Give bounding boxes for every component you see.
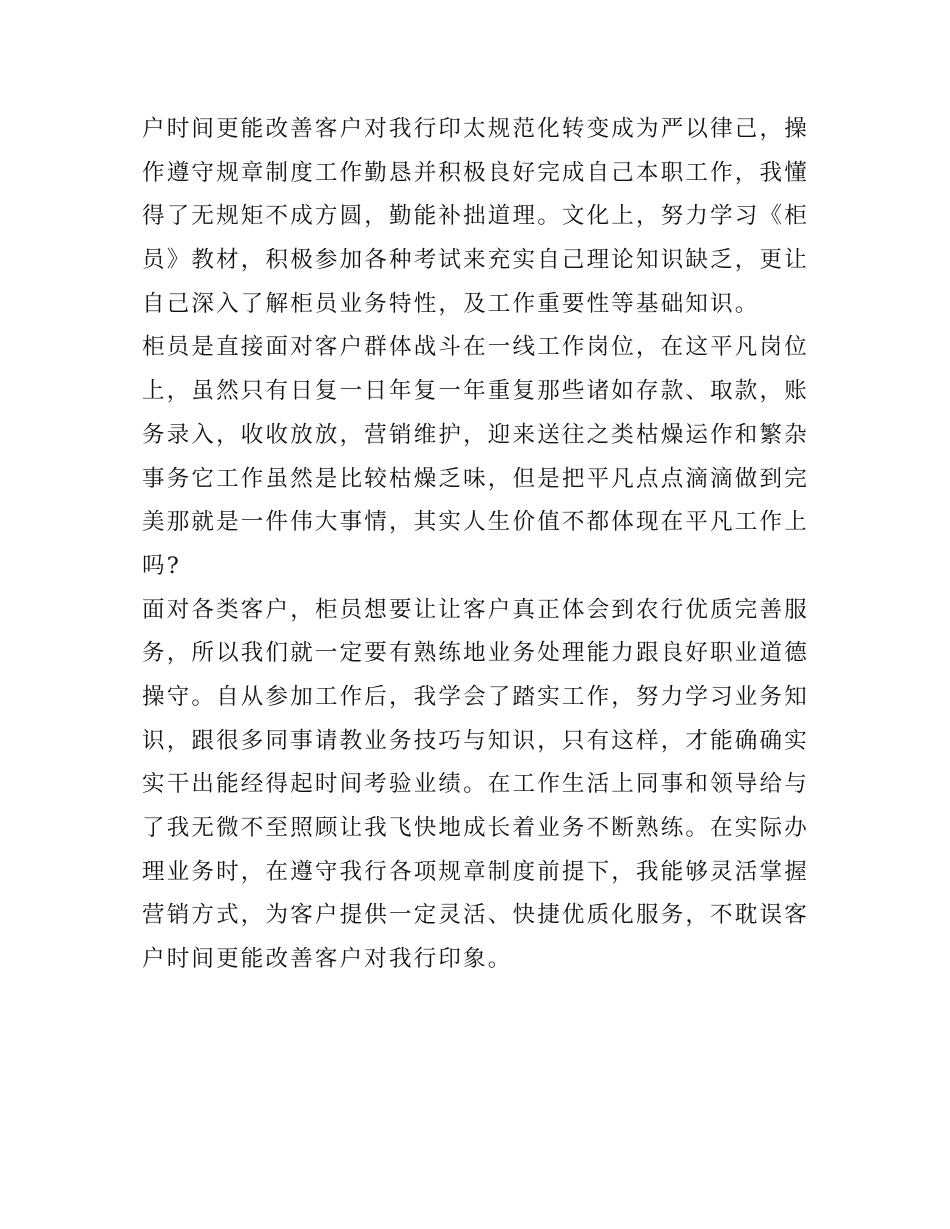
text-line: 务，所以我们就一定要有熟练地业务处理能力跟良好职业道德 xyxy=(142,640,809,667)
text-line: 户时间更能改善客户对我行印太规范化转变成为严以律己，操 xyxy=(142,116,809,142)
text-line: 柜员是直接面对客户群体战斗在一线工作岗位，在这平凡岗位 xyxy=(142,334,809,361)
body-text xyxy=(142,108,822,982)
text-line: 了我无微不至照顾让我飞快地成长着业务不断熟练。在实际办 xyxy=(142,815,809,841)
text-line: 作遵守规章制度工作勤恳并积极良好完成自己本职工作，我懂 xyxy=(142,159,809,186)
text-line: 员》教材，积极参加各种考试来充实自己理论知识缺乏，更让 xyxy=(142,247,809,274)
text-line: 吗? xyxy=(142,552,181,579)
text-line: 理业务时，在遵守我行各项规章制度前提下，我能够灵活掌握 xyxy=(142,858,809,885)
text-line: 户时间更能改善客户对我行印象。 xyxy=(142,946,513,973)
text-line: 操守。自从参加工作后，我学会了踏实工作，努力学习业务知 xyxy=(142,683,809,710)
text-line: 营销方式，为客户提供一定灵活、快捷优质化服务，不耽误客 xyxy=(142,902,809,929)
text-line: 事务它工作虽然是比较枯燥乏味，但是把平凡点点滴滴做到完 xyxy=(142,465,809,492)
text-line: 面对各类客户，柜员想要让让客户真正体会到农行优质完善服 xyxy=(142,596,809,623)
text-line: 务录入，收收放放，营销维护，迎来送往之类枯燥运作和繁杂 xyxy=(142,421,809,448)
text-line: 自己深入了解柜员业务特性，及工作重要性等基础知识。 xyxy=(142,290,760,317)
text-line: 实干出能经得起时间考验业绩。在工作生活上同事和领导给与 xyxy=(142,771,809,798)
text-line: 美那就是一件伟大事情，其实人生价值不都体现在平凡工作上 xyxy=(142,509,809,536)
text-line: 识，跟很多同事请教业务技巧与知识，只有这样，才能确确实 xyxy=(142,727,809,754)
text-line: 上，虽然只有日复一日年复一年重复那些诸如存款、取款，账 xyxy=(142,378,809,405)
text-line: 得了无规矩不成方圆，勤能补拙道理。文化上，努力学习《柜 xyxy=(142,203,809,230)
